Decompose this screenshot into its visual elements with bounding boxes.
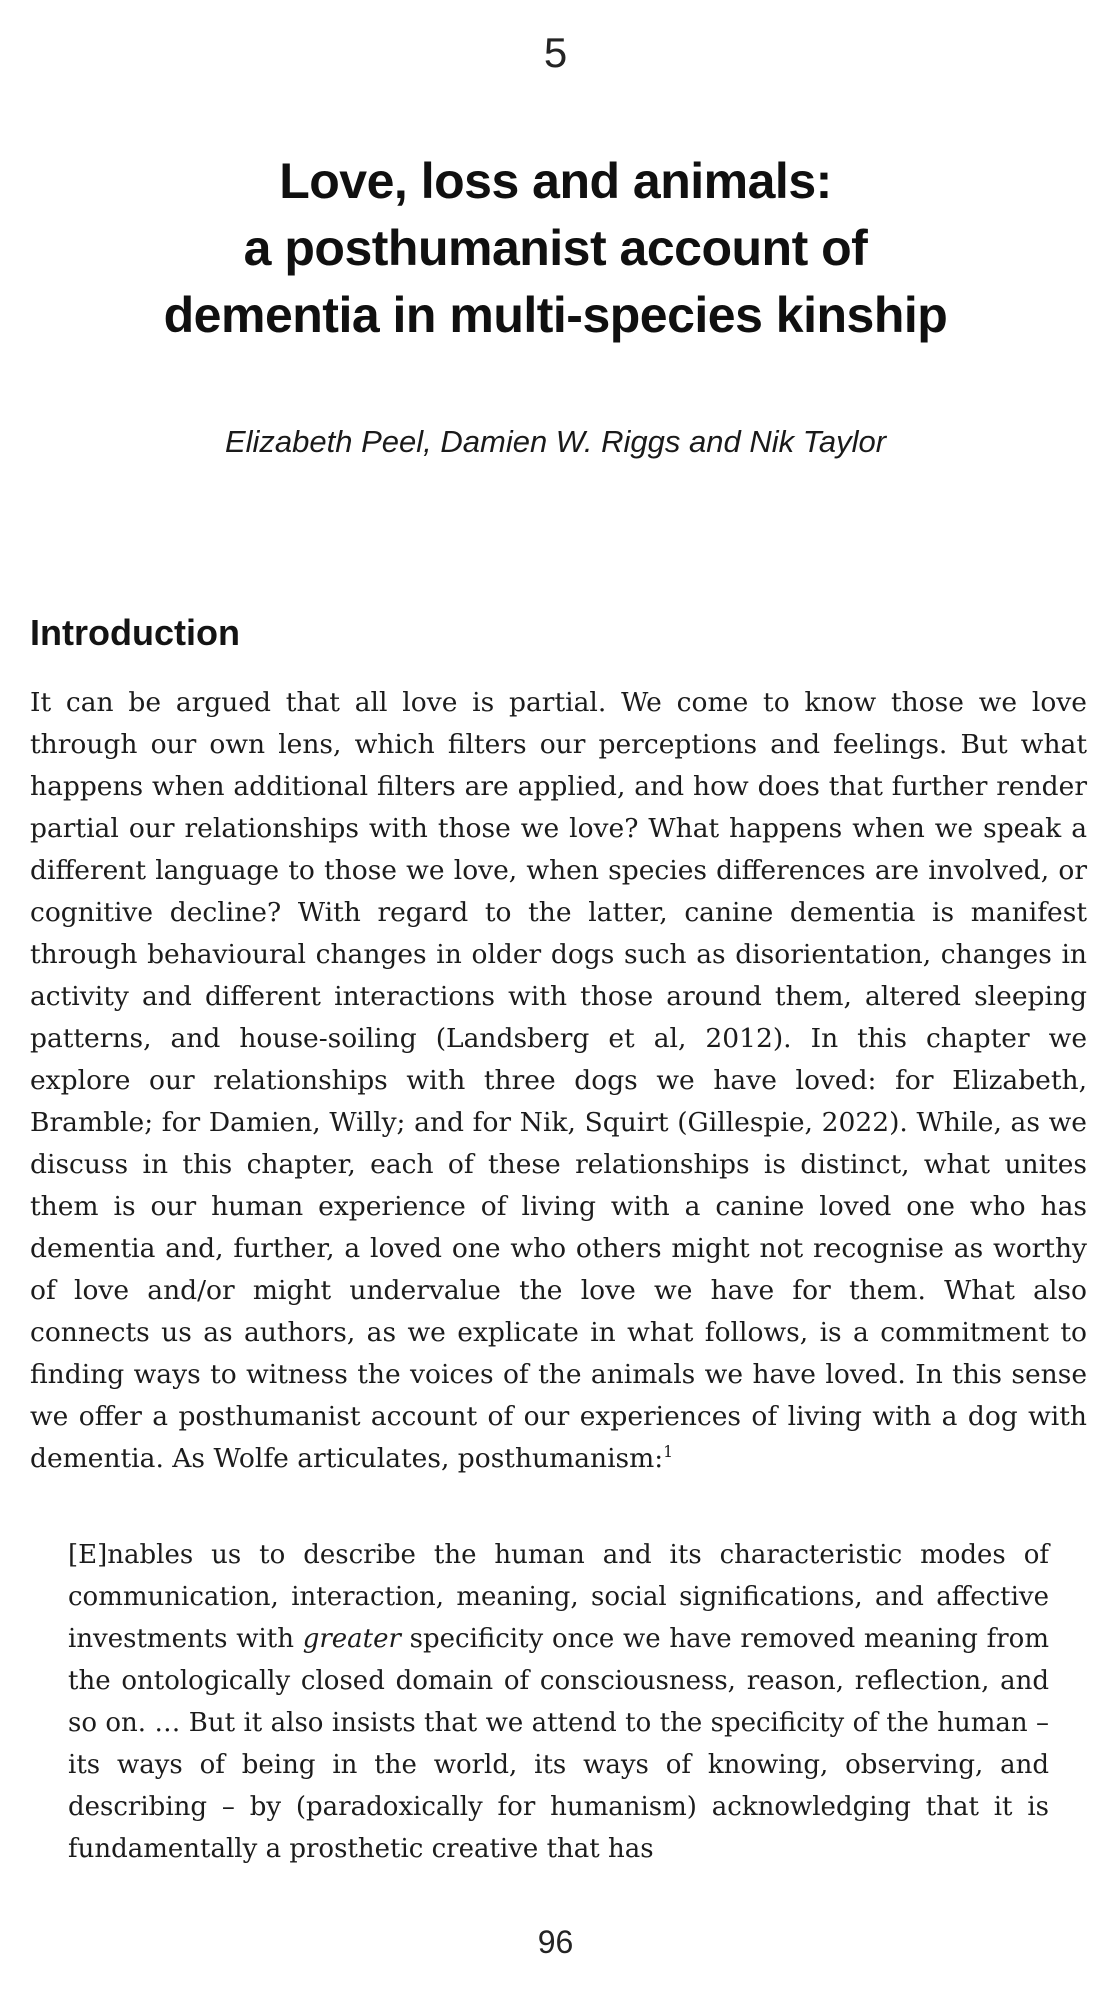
page-number: 96 xyxy=(537,1924,574,1960)
chapter-number: 5 xyxy=(543,29,568,76)
section-heading-introduction: Introduction xyxy=(30,612,240,653)
chapter-title-line-2: a posthumanist account of xyxy=(243,220,868,276)
quote-italic-word: greater xyxy=(302,1624,401,1654)
footnote-marker: 1 xyxy=(663,1443,673,1462)
intro-paragraph-text: It can be argued that all love is partial. We come to know those we love through our own lens, which filters our perceptions and feelings. But what happens when additional filters are applied, and how does that further render partial our relationships with those we love? What happens when we speak a different language to those we love, when species differences are involved, or cognitive decline? With regard to the latter, canine dementia is manifest through behavioural changes in older dogs such as disorientation, changes in activity and different interactions with those around them, altered sleeping patterns, and house-soiling (Landsberg et al, 2012). In this chapter we explore our relationships with three dogs we have loved: for Elizabeth, Bramble; for Damien, Willy; and for Nik, Squirt (Gillespie, 2022). While, as we discuss in this chapter, each of these relationships is distinct, what unites them is our human experience of living with a canine loved one who has dementia and, further, a loved one who others might not recognise as worthy of love and/or might undervalue the love we have for them. What also connects us as authors, as we explicate in what follows, is a commitment to finding ways to witness the voices of the animals we have loved. In this sense we offer a posthumanist account of our experiences of living with a dog with dementia. As Wolfe articulates, posthumanism: xyxy=(30,687,1087,1474)
block-quote xyxy=(68,1534,1049,1870)
chapter-title-line-1: Love, loss and animals: xyxy=(279,153,832,209)
quote-text-part-2: specificity once we have removed meaning from the ontologically closed domain of consciousness, reason, reflection, and so on. … But it also insists that we attend to the specificity of the human – its ways of being in the world, its ways of knowing, observing, and describing – by (paradoxically for humanism) acknowledging that it is fundamentally a prosthetic creative that has xyxy=(68,1624,1049,1864)
quote-text-part-1: [E]nables us to describe the human and its characteristic modes of communication, interaction, meaning, social significations, and affective investments with xyxy=(68,1540,1049,1654)
chapter-title xyxy=(40,148,1071,349)
intro-paragraph xyxy=(30,682,1087,1480)
chapter-title-line-3: dementia in multi-species kinship xyxy=(163,287,948,343)
authors-byline: Elizabeth Peel, Damien W. Riggs and Nik Taylor xyxy=(224,424,887,459)
